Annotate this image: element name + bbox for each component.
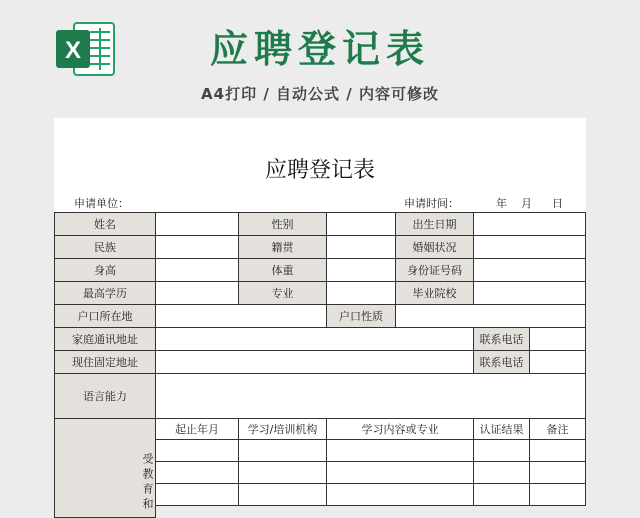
edu-col-content: 学习内容或专业 <box>326 418 474 440</box>
language-label: 语言能力 <box>54 373 156 419</box>
edu-col-period: 起止年月 <box>155 418 239 440</box>
day-label: 日 <box>552 197 563 210</box>
gender-field[interactable] <box>326 212 396 236</box>
edu-cell[interactable] <box>326 461 474 484</box>
ethnicity-field[interactable] <box>155 235 239 259</box>
applicant-unit-label: 申请单位： <box>74 197 129 210</box>
education-label: 最高学历 <box>54 281 156 305</box>
excel-logo-letter: X <box>64 37 82 64</box>
current-phone-field[interactable] <box>529 350 586 374</box>
form-sheet <box>54 118 586 513</box>
edu-col-institution: 学习/培训机构 <box>238 418 327 440</box>
weight-label: 体重 <box>238 258 327 282</box>
edu-cell[interactable] <box>155 461 239 484</box>
id-number-label: 身份证号码 <box>395 258 474 282</box>
marital-status-field[interactable] <box>473 235 586 259</box>
native-place-label: 籍贯 <box>238 235 327 259</box>
birth-date-field[interactable] <box>473 212 586 236</box>
edu-cell[interactable] <box>155 439 239 462</box>
apply-time-label: 申请时间： <box>404 197 459 210</box>
marital-status-label: 婚姻状况 <box>395 235 474 259</box>
name-label: 姓名 <box>54 212 156 236</box>
edu-cell[interactable] <box>155 483 239 506</box>
edu-cell[interactable] <box>473 439 530 462</box>
edu-cell[interactable] <box>473 483 530 506</box>
edu-cell[interactable] <box>238 483 327 506</box>
hukou-location-field[interactable] <box>155 304 327 328</box>
edu-cell[interactable] <box>238 439 327 462</box>
current-address-field[interactable] <box>155 350 474 374</box>
hukou-location-label: 户口所在地 <box>54 304 156 328</box>
edu-cell[interactable] <box>238 461 327 484</box>
banner-subtitle: A4打印 / 自动公式 / 内容可修改 <box>201 85 439 103</box>
native-place-field[interactable] <box>326 235 396 259</box>
home-phone-field[interactable] <box>529 327 586 351</box>
edu-cell[interactable] <box>473 461 530 484</box>
edu-cell[interactable] <box>326 483 474 506</box>
gender-label: 性别 <box>238 212 327 236</box>
banner-title: 应聘登记表 <box>209 27 430 71</box>
school-field[interactable] <box>473 281 586 305</box>
hukou-type-field[interactable] <box>395 304 586 328</box>
edu-cell[interactable] <box>529 461 586 484</box>
edu-col-note: 备注 <box>529 418 586 440</box>
height-label: 身高 <box>54 258 156 282</box>
major-field[interactable] <box>326 281 396 305</box>
edu-cell[interactable] <box>529 483 586 506</box>
name-field[interactable] <box>155 212 239 236</box>
education-section-label: 受教育和 <box>54 418 156 518</box>
edu-cell[interactable] <box>529 439 586 462</box>
language-field[interactable] <box>155 373 586 419</box>
year-label: 年 <box>496 197 507 210</box>
height-field[interactable] <box>155 258 239 282</box>
edu-cell[interactable] <box>326 439 474 462</box>
birth-date-label: 出生日期 <box>395 212 474 236</box>
weight-field[interactable] <box>326 258 396 282</box>
hukou-type-label: 户口性质 <box>326 304 396 328</box>
home-address-field[interactable] <box>155 327 474 351</box>
major-label: 专业 <box>238 281 327 305</box>
current-phone-label: 联系电话 <box>473 350 530 374</box>
home-phone-label: 联系电话 <box>473 327 530 351</box>
current-address-label: 现住固定地址 <box>54 350 156 374</box>
id-number-field[interactable] <box>473 258 586 282</box>
education-field[interactable] <box>155 281 239 305</box>
month-label: 月 <box>521 197 532 210</box>
ethnicity-label: 民族 <box>54 235 156 259</box>
school-label: 毕业院校 <box>395 281 474 305</box>
home-address-label: 家庭通讯地址 <box>54 327 156 351</box>
edu-col-result: 认证结果 <box>473 418 530 440</box>
form-title: 应聘登记表 <box>264 158 375 183</box>
excel-icon <box>54 20 116 78</box>
